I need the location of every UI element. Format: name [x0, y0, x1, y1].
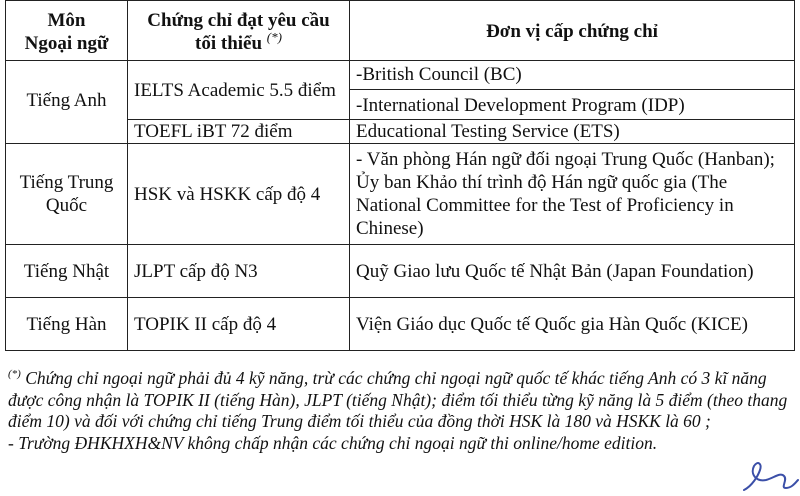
- cell-language-korean: Tiếng Hàn: [6, 298, 128, 351]
- footnote-skills-text: Chứng chỉ ngoại ngữ phải đủ 4 kỹ năng, trừ các chứng chỉ ngoại ngữ quốc tế khác tiếng Anh có 3 kĩ năng được công nhận là TOPIK II (tiếng Hàn), JLPT (tiếng Nhật); điểm tối thiểu từng kỹ năng là 5 điểm (theo thang điểm 10) và đối với chứng chỉ tiếng Trung điểm tối thiểu của đồng thời HSK là 180 và HSKK là 60 ;: [8, 368, 788, 431]
- cell-cert-chinese: HSK và HSKK cấp độ 4: [128, 144, 350, 245]
- header-certificate: [128, 1, 350, 61]
- header-language: [6, 1, 128, 61]
- header-issuer: Đơn vị cấp chứng chỉ: [350, 1, 795, 61]
- header-language-line2: Ngoại ngữ: [24, 32, 109, 54]
- cell-cert-ielts: IELTS Academic 5.5 điểm: [128, 61, 350, 120]
- footnotes: [8, 368, 793, 454]
- cell-language-english: Tiếng Anh: [6, 61, 128, 144]
- cell-cert-toefl: TOEFL iBT 72 điểm: [128, 120, 350, 144]
- table-header-row: [6, 1, 795, 61]
- cell-issuer-japanese: Quỹ Giao lưu Quốc tế Nhật Bản (Japan Foundation): [350, 245, 795, 298]
- certificate-requirements-table: [5, 0, 795, 351]
- cell-issuer-chinese: - Văn phòng Hán ngữ đối ngoại Trung Quốc (Hanban); Ủy ban Khảo thí trình độ Hán ngữ quốc gia (The National Committee for the Test of Proficiency in Chinese): [350, 144, 795, 245]
- footnote-skills: [8, 368, 793, 433]
- cell-issuer-korean: Viện Giáo dục Quốc tế Quốc gia Hàn Quốc (KICE): [350, 298, 795, 351]
- cell-language-chinese: Tiếng Trung Quốc: [6, 144, 128, 245]
- table-row-chinese: [6, 144, 795, 245]
- cell-issuer-ielts: [350, 61, 795, 120]
- table-row-japanese: [6, 245, 795, 298]
- footnote-online: - Trường ĐHKHXH&NV không chấp nhận các chứng chỉ ngoại ngữ thi online/home edition.: [8, 432, 658, 453]
- table-row-english-ielts: [6, 61, 795, 120]
- header-footnote-mark: (*): [266, 29, 282, 45]
- signature-mark: [740, 446, 800, 496]
- issuer-british-council: -British Council (BC): [350, 61, 794, 90]
- header-certificate-line1: Chứng chỉ đạt yêu cầu: [147, 9, 330, 31]
- issuer-idp: -International Development Program (IDP): [356, 95, 685, 116]
- table-row-korean: [6, 298, 795, 351]
- cell-cert-korean: TOPIK II cấp độ 4: [128, 298, 350, 351]
- cell-issuer-toefl: Educational Testing Service (ETS): [350, 120, 795, 144]
- cell-language-japanese: Tiếng Nhật: [6, 245, 128, 298]
- header-certificate-line2: tối thiểu: [195, 32, 263, 54]
- cell-cert-japanese: JLPT cấp độ N3: [128, 245, 350, 298]
- footnote-mark: (*): [8, 368, 21, 381]
- header-language-line1: Môn: [47, 9, 86, 31]
